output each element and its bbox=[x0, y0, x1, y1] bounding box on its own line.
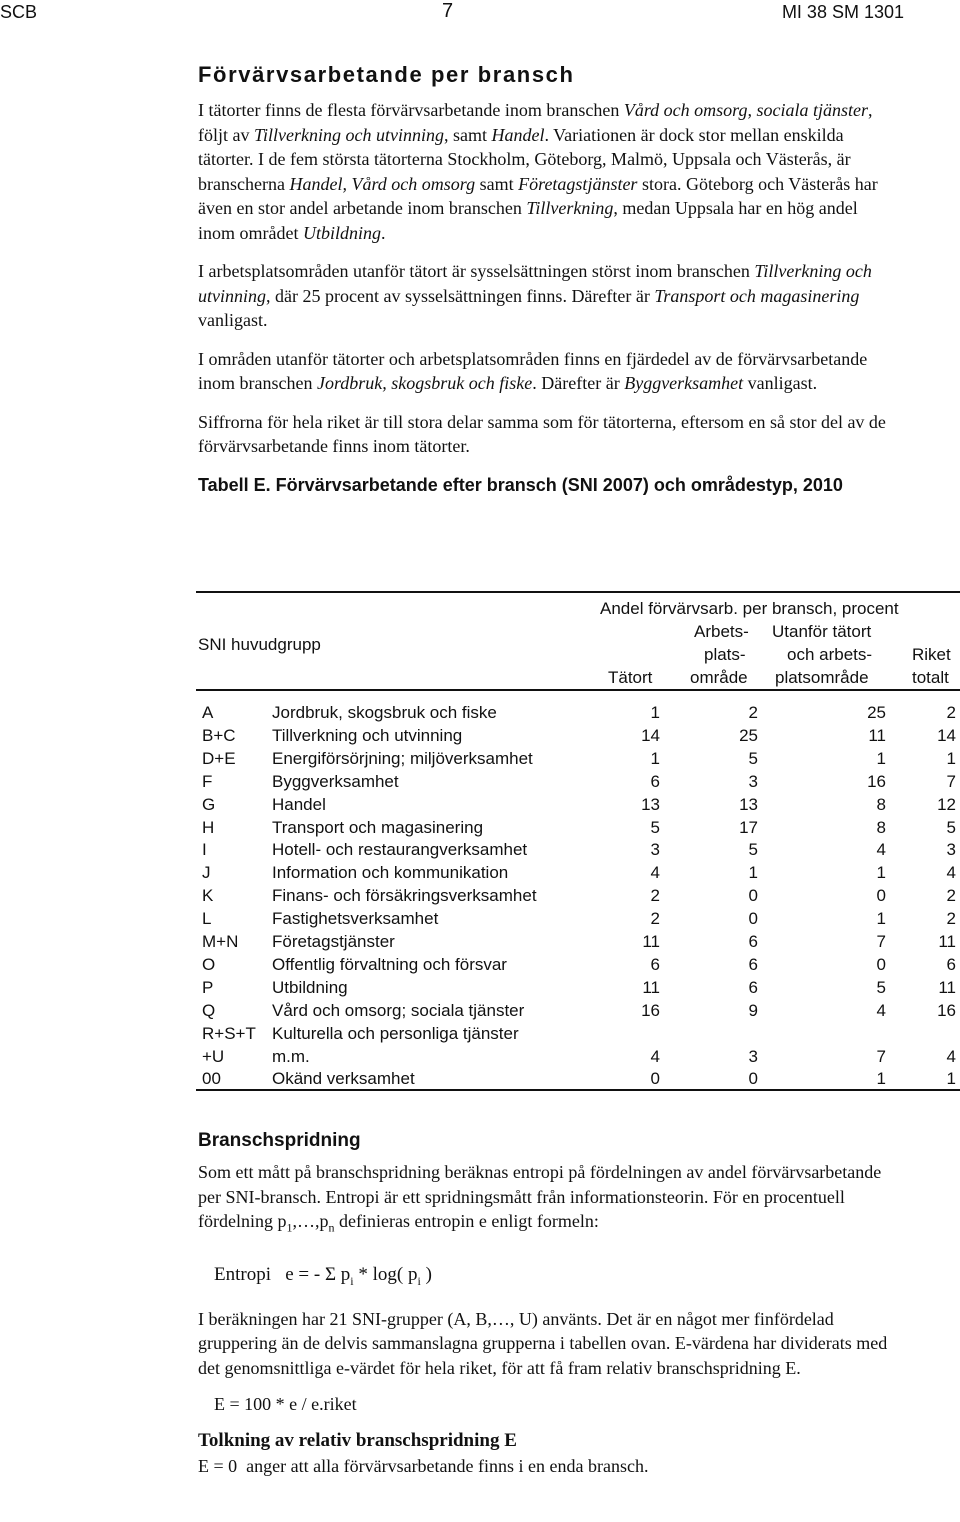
header-right: MI 38 SM 1301 bbox=[781, 2, 904, 22]
value-utanfor: 0 bbox=[876, 954, 886, 974]
table-row bbox=[196, 976, 960, 999]
value-arbetsplats: 9 bbox=[748, 1000, 758, 1020]
row-code: I bbox=[202, 840, 207, 860]
value-riket: 1 bbox=[946, 1069, 956, 1089]
value-riket: 2 bbox=[946, 703, 956, 722]
paragraph-4: Siffrorna för hela riket är till stora delar samma som för tätorterna, eftersom en så stor del av de förvärvsarbetande finns inom tätorter. bbox=[198, 411, 886, 456]
paragraph-3 bbox=[198, 347, 888, 396]
row-name: Energiförsörjning; miljöverksamhet bbox=[272, 748, 533, 768]
relative-formula: E = 100 * e / e.riket bbox=[214, 1394, 357, 1415]
col-header-riket-2: totalt bbox=[912, 668, 949, 687]
col-header-tatort: Tätort bbox=[608, 668, 653, 687]
emphasis: Företagstjänster bbox=[518, 173, 638, 194]
row-code: L bbox=[202, 909, 212, 929]
value-utanfor: 4 bbox=[876, 1000, 886, 1020]
value-utanfor: 25 bbox=[867, 703, 886, 722]
row-name: Okänd verksamhet bbox=[272, 1069, 415, 1089]
value-tatort: 2 bbox=[650, 886, 660, 906]
main-content bbox=[198, 62, 898, 497]
value-arbetsplats: 6 bbox=[748, 954, 758, 974]
subscript: n bbox=[328, 1220, 335, 1235]
value-arbetsplats: 5 bbox=[748, 840, 758, 860]
row-name: m.m. bbox=[272, 1046, 310, 1066]
col-header-utanfor-3: platsområde bbox=[775, 668, 869, 687]
row-code: O bbox=[202, 954, 216, 974]
row-name: Utbildning bbox=[272, 977, 348, 997]
table-rule-top bbox=[196, 591, 960, 593]
page-number: 7 bbox=[442, 0, 454, 22]
text: , där 25 procent av sysselsättningen finns. Därefter är bbox=[266, 285, 655, 306]
header-left: SCB bbox=[0, 2, 38, 22]
value-riket: 4 bbox=[946, 1046, 956, 1066]
value-utanfor: 8 bbox=[876, 794, 886, 814]
text: I tätorter finns de flesta förvärvsarbetande inom branschen bbox=[198, 100, 624, 120]
text: anger att alla förvärvsarbetande finns i en enda bransch. bbox=[246, 1456, 649, 1477]
row-code: D+E bbox=[202, 748, 236, 768]
text: , samt bbox=[443, 124, 492, 145]
row-code: J bbox=[202, 863, 211, 883]
value-riket: 1 bbox=[946, 748, 956, 768]
row-name: Offentlig förvaltning och försvar bbox=[272, 954, 507, 974]
table-row bbox=[196, 724, 960, 747]
emphasis: Tillverkning och utvinning bbox=[254, 124, 444, 145]
table-row bbox=[196, 747, 960, 770]
row-name: Hotell- och restaurangverksamhet bbox=[272, 840, 528, 860]
row-code: B+C bbox=[202, 725, 236, 745]
value-tatort: 4 bbox=[650, 863, 660, 883]
col-header-arbets-2: plats- bbox=[704, 645, 746, 664]
value-tatort: 16 bbox=[641, 1000, 660, 1020]
value-arbetsplats: 0 bbox=[748, 909, 758, 929]
value-riket: 11 bbox=[938, 932, 956, 951]
value-utanfor: 1 bbox=[876, 863, 886, 883]
emphasis: Jordbruk, skogsbruk och fiske bbox=[316, 373, 533, 393]
section-branschspridning bbox=[198, 1130, 938, 1479]
text: vanligast. bbox=[198, 310, 268, 330]
value-riket: 2 bbox=[946, 886, 956, 906]
formula-part: e = - Σ p bbox=[285, 1264, 351, 1286]
text: , medan Uppsala har en hög andel inom området bbox=[198, 198, 858, 243]
value-arbetsplats: 0 bbox=[748, 886, 758, 906]
group-header: Andel förvärvsarb. per bransch, procent bbox=[600, 599, 899, 618]
value-arbetsplats: 0 bbox=[748, 1069, 758, 1089]
row-code: R+S+T bbox=[202, 1023, 256, 1043]
value-riket: 7 bbox=[946, 771, 956, 791]
value-tatort: 0 bbox=[650, 1069, 660, 1089]
table-row bbox=[196, 1045, 960, 1068]
text: definieras entropin e enligt formeln: bbox=[334, 1211, 599, 1231]
col-header-utanfor-1: Utanför tätort bbox=[772, 622, 872, 641]
value-arbetsplats: 3 bbox=[748, 1046, 758, 1066]
value-riket: 12 bbox=[937, 794, 956, 814]
emphasis: Handel, Vård och omsorg bbox=[289, 173, 476, 194]
text: . Därefter är bbox=[532, 373, 625, 393]
subsection-heading: Tolkning av relativ branschspridning E bbox=[198, 1430, 517, 1452]
value-arbetsplats: 3 bbox=[748, 771, 758, 791]
table-row bbox=[196, 884, 960, 907]
value-utanfor: 4 bbox=[876, 840, 886, 860]
table-row bbox=[196, 838, 960, 861]
table-row bbox=[196, 816, 960, 839]
text: . Variationen är dock stor mellan enskilda tätorter. I de fem största tätorterna Stockholm, Göteborg, Malmö, Uppsala och Västerås, är branscherna bbox=[198, 124, 851, 194]
table-row bbox=[196, 793, 960, 816]
value-tatort: 5 bbox=[650, 817, 660, 837]
row-name: Finans- och försäkringsverksamhet bbox=[272, 886, 537, 906]
row-code: K bbox=[202, 886, 214, 906]
row-name: Företagstjänster bbox=[272, 932, 395, 951]
formula-part: ) bbox=[420, 1264, 432, 1286]
text: . bbox=[381, 222, 386, 243]
text: vanligast. bbox=[743, 373, 818, 393]
interpretation-line bbox=[198, 1453, 938, 1479]
emphasis: Byggverksamhet bbox=[624, 373, 744, 393]
row-name: Jordbruk, skogsbruk och fiske bbox=[272, 703, 497, 722]
row-code: F bbox=[202, 771, 213, 791]
value-arbetsplats: 13 bbox=[739, 794, 758, 814]
row-code: +U bbox=[202, 1046, 225, 1066]
value-arbetsplats: 1 bbox=[748, 863, 758, 883]
value-riket: 16 bbox=[937, 1000, 956, 1020]
value-arbetsplats: 6 bbox=[748, 977, 758, 997]
value-riket: 14 bbox=[937, 725, 956, 745]
value-tatort: 2 bbox=[650, 909, 660, 929]
table-row bbox=[196, 907, 960, 930]
section-paragraph-1 bbox=[198, 1160, 898, 1240]
formula-label: Entropi bbox=[214, 1264, 271, 1286]
table-row bbox=[196, 770, 960, 793]
table-row bbox=[196, 701, 960, 724]
row-code: P bbox=[202, 977, 214, 997]
text: samt bbox=[475, 173, 519, 194]
row-name: Fastighetsverksamhet bbox=[272, 909, 439, 929]
row-name: Kulturella och personliga tjänster bbox=[272, 1023, 519, 1043]
value-tatort: 1 bbox=[650, 748, 660, 768]
value-tatort: 3 bbox=[650, 840, 660, 860]
value-arbetsplats: 25 bbox=[739, 725, 758, 745]
col-header-arbets-1: Arbets- bbox=[694, 622, 749, 641]
table-row bbox=[196, 930, 960, 953]
paragraph-1 bbox=[198, 98, 888, 245]
paragraph-2 bbox=[198, 259, 888, 333]
row-code: A bbox=[202, 703, 214, 722]
table-row bbox=[196, 953, 960, 976]
formula-part: * log( p bbox=[353, 1264, 418, 1286]
value-arbetsplats: 6 bbox=[748, 932, 758, 951]
value-utanfor: 11 bbox=[868, 725, 886, 745]
table-row bbox=[196, 1067, 960, 1090]
table-caption: Tabell E. Förvärvsarbetande efter bransch (SNI 2007) och områdestyp, 2010 bbox=[198, 474, 843, 495]
col-header-riket-1: Riket bbox=[912, 645, 951, 664]
value-riket: 6 bbox=[946, 954, 956, 974]
emphasis: Tillverkning bbox=[526, 198, 614, 218]
table-rule-mid bbox=[196, 689, 960, 691]
value-riket: 4 bbox=[946, 863, 956, 883]
table-rule-bottom bbox=[196, 1089, 960, 1091]
value-arbetsplats: 5 bbox=[748, 748, 758, 768]
row-code: Q bbox=[202, 1000, 216, 1020]
value-riket: 5 bbox=[946, 817, 956, 837]
value-arbetsplats: 2 bbox=[748, 703, 758, 722]
value-riket: 3 bbox=[946, 840, 956, 860]
text: I områden utanför tätorter och arbetsplatsområden finns en fjärdedel av de förvärvsarbetande inom branschen bbox=[198, 348, 868, 393]
value-tatort: 13 bbox=[641, 794, 660, 814]
value-tatort: 11 bbox=[642, 932, 660, 951]
value-tatort: 11 bbox=[642, 977, 660, 997]
text: stora. Göteborg och Västerås har även en stor andel arbetande inom branschen bbox=[198, 173, 878, 218]
value-utanfor: 5 bbox=[876, 977, 886, 997]
row-code: M+N bbox=[202, 932, 239, 951]
section-paragraph-2: I beräkningen har 21 SNI-grupper (A, B,…, U) använts. Det är en något mer finfördelad gruppering än de delvis sammanslagna grupperna i tabellen ovan. E-värdena har dividerats med det genomsnittliga e-värdet för hela riket, för att få fram relativ branschspridning E. bbox=[198, 1308, 888, 1378]
row-name: Handel bbox=[272, 794, 326, 814]
value-utanfor: 0 bbox=[876, 886, 886, 906]
row-name: Vård och omsorg; sociala tjänster bbox=[272, 1000, 525, 1020]
col-header-utanfor-2: och arbets- bbox=[787, 645, 873, 664]
subscript: 1 bbox=[286, 1220, 293, 1235]
value-utanfor: 1 bbox=[876, 1069, 886, 1089]
row-name: Byggverksamhet bbox=[272, 771, 399, 791]
row-name: Transport och magasinering bbox=[272, 817, 484, 837]
value-tatort: 6 bbox=[650, 954, 660, 974]
value-utanfor: 8 bbox=[876, 817, 886, 837]
value-riket: 2 bbox=[946, 909, 956, 929]
value-tatort: 6 bbox=[650, 771, 660, 791]
page-title: Förvärvsarbetande per bransch bbox=[198, 62, 575, 87]
emphasis: Vård och omsorg, sociala tjänster bbox=[623, 100, 869, 120]
value-utanfor: 1 bbox=[876, 909, 886, 929]
value-utanfor: 7 bbox=[876, 932, 886, 951]
row-code: H bbox=[202, 817, 215, 837]
value-tatort: 4 bbox=[650, 1046, 660, 1066]
row-code: 00 bbox=[202, 1069, 221, 1089]
row-name: Information och kommunikation bbox=[272, 863, 509, 883]
text: , följt av bbox=[198, 100, 873, 145]
value-tatort: 1 bbox=[650, 703, 660, 722]
col-header-arbets-3: område bbox=[690, 668, 748, 687]
value-utanfor: 1 bbox=[876, 748, 886, 768]
emphasis: Handel bbox=[491, 124, 545, 145]
value-arbetsplats: 17 bbox=[739, 817, 758, 837]
text: Som ett mått på branschspridning beräknas entropi på fördelningen av andel förvärvsarbetande per SNI-bransch. Entropi är ett spridningsmått från informationsteorin. För en procentuell fördelning p bbox=[198, 1162, 882, 1231]
subscript: i bbox=[417, 1273, 421, 1288]
section-heading: Branschspridning bbox=[198, 1130, 361, 1151]
emphasis: Tillverkning och utvinning bbox=[198, 261, 872, 306]
value-utanfor: 7 bbox=[876, 1046, 886, 1066]
table-row bbox=[196, 999, 960, 1022]
emphasis: Utbildning bbox=[302, 222, 381, 243]
text: E = 0 bbox=[198, 1456, 238, 1477]
row-code: G bbox=[202, 794, 216, 814]
table-row bbox=[196, 861, 960, 884]
value-utanfor: 16 bbox=[867, 771, 886, 791]
text: I arbetsplatsområden utanför tätort är sysselsättningen störst inom branschen bbox=[198, 261, 755, 281]
sni-header: SNI huvudgrupp bbox=[198, 635, 321, 654]
value-tatort: 14 bbox=[641, 725, 660, 745]
entropy-formula bbox=[214, 1264, 938, 1289]
text: ,…,p bbox=[292, 1211, 329, 1231]
emphasis: Transport och magasinering bbox=[654, 285, 860, 306]
value-riket: 11 bbox=[938, 977, 956, 997]
subscript: i bbox=[350, 1273, 354, 1288]
table-row bbox=[196, 1022, 960, 1045]
row-name: Tillverkning och utvinning bbox=[272, 725, 463, 745]
